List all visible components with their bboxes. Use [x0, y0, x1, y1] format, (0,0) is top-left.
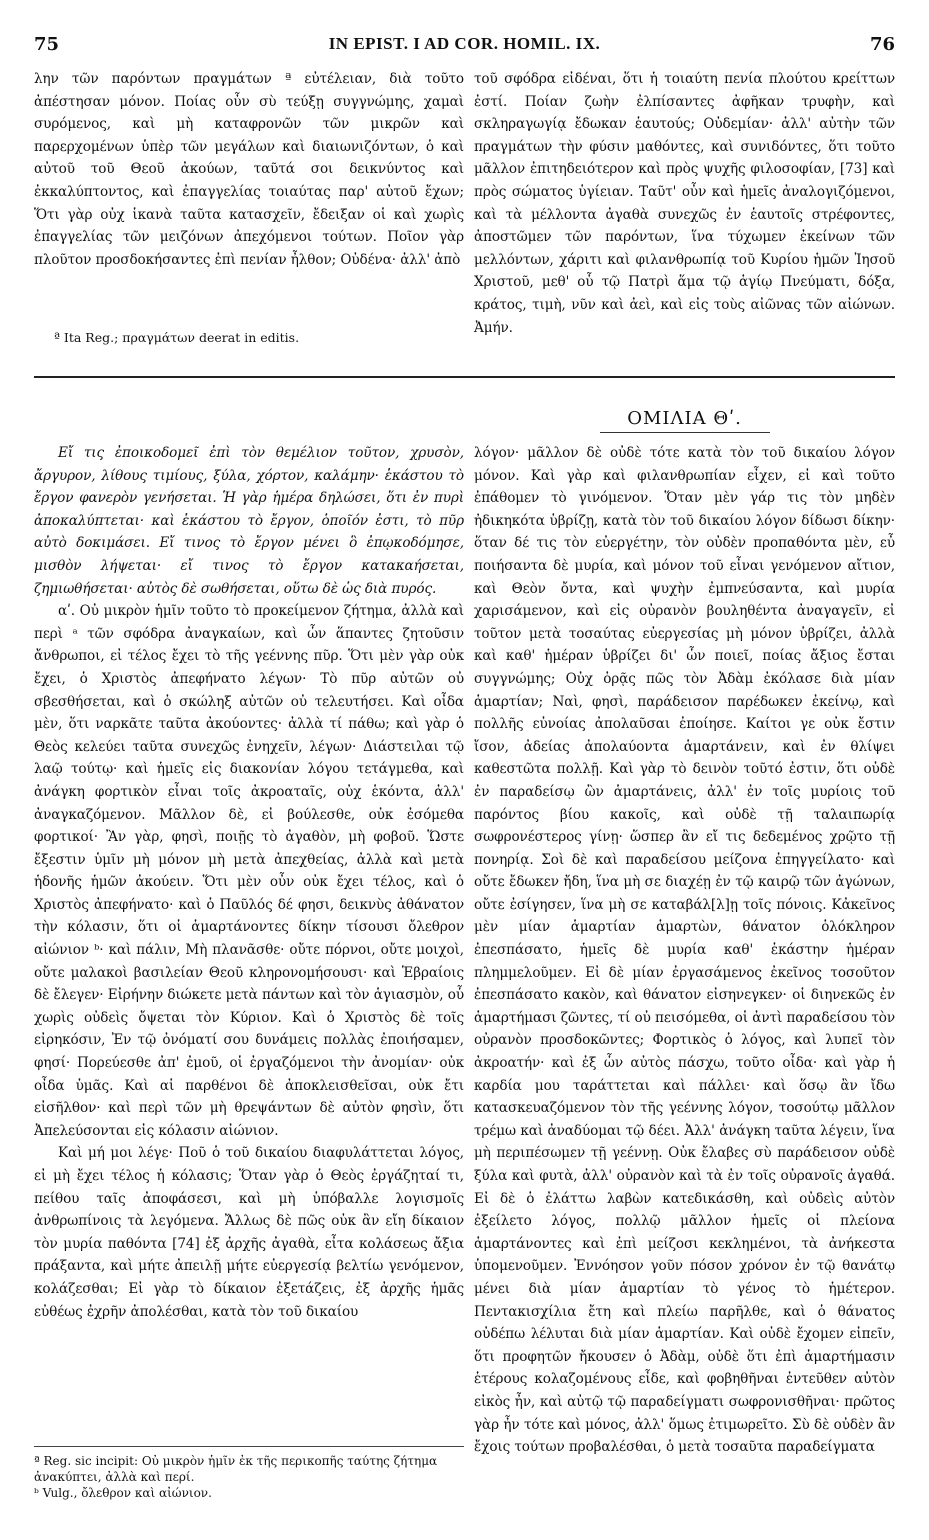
- running-title: IN EPIST. I AD COR. HOMIL. IX.: [328, 34, 601, 53]
- footnote-top-text: ª Ita Reg.; πραγμάτων deerat in editis.: [54, 330, 300, 345]
- footnote-b: ᵇ Vulg., ὄλεθρον καὶ αἰώνιον.: [34, 1486, 212, 1500]
- paragraph-alpha: αʹ. Οὐ μικρὸν ἡμῖν τοῦτο τὸ προκείμενον ζήτημα, ἀλλὰ καὶ περὶ ᵃ τῶν σφόδρα ἀναγκαίων, καὶ ὧν ἅπαντες ζητοῦσιν ἄνθρωποι, εἰ τέλος ἔχει τὸ τῆς γεέννης πῦρ. Ὅτι μὲν γὰρ οὐκ ἔχει, ὁ Χριστὸς ἀπεφήνατο λέγων· Τὸ πῦρ αὐτῶν οὐ σβεσθήσεται, καὶ ὁ σκώληξ αὐτῶν οὐ τελευτήσει. Καὶ οἶδα μὲν, ὅτι ναρκᾶτε ταῦτα ἀκούοντες· ἀλλὰ τί πάθω; καὶ γὰρ ὁ Θεὸς κελεύει ταῦτα συνεχῶς ἐνηχεῖν, λέγων· Διάστειλαι τῷ λαῷ τούτῳ· καὶ ἡμεῖς εἰς διακονίαν λόγου τετάγμεθα, καὶ ἀνάγκη φορτικὸν εἶναι τοῖς ἀκροαταῖς, οὐχ ἑκόντα, ἀλλ' ἀναγκαζόμενον. Μᾶλλον δὲ, εἰ βούλεσθε, οὐκ ἐσόμεθα φορτικοί· Ἂν γὰρ, φησὶ, ποιῇς τὸ ἀγαθὸν, μὴ φοβοῦ. Ὥστε ἔξεστιν ὑμῖν μὴ μόνον μὴ μετὰ ἀπεχθείας, ἀλλὰ καὶ μετὰ ἡδονῆς ἡμῶν ἀκούειν. Ὅτι μὲν οὖν οὐκ ἔχει τέλος, καὶ ὁ Χριστὸς ἀπεφήνατο· καὶ ὁ Παῦλός δέ φησι, δεικνὺς ἀθάνατον τὴν κόλασιν, ὅτι οἱ ἁμαρτάνοντες δίκην τίσουσι ὄλεθρον αἰώνιον ᵇ· καὶ πάλιν, Μὴ πλανᾶσθε· οὔτε πόρνοι, οὔτε μοιχοὶ, οὔτε μαλακοὶ βασιλείαν Θεοῦ κληρονομήσουσι· καὶ Ἑβραίοις δὲ ἔλεγεν· Εἰρήνην διώκετε μετὰ πάντων καὶ τὸν ἁγιασμὸν, οὗ χωρὶς οὐδεὶς ὄψεται τὸν Κύριον. Καὶ ὁ Χριστὸς δὲ τοῖς εἰρηκόσιν, Ἐν τῷ ὀνόματί σου δυνάμεις πολλὰς ἐποιήσαμεν, φησί· Πορεύεσθε ἀπ' ἐμοῦ, οἱ ἐργαζόμενοι τὴν ἀνομίαν· οὐκ οἶδα ὑμᾶς. Καὶ αἱ παρθένοι δὲ ἀποκλεισθεῖσαι, οὐκ ἔτι εἰσῆλθον· καὶ περὶ τῶν μὴ θρεψάντων δὲ αὐτὸν φησὶν, ὅτι Ἀπελεύσονται εἰς κόλασιν αἰώνιον.: [34, 603, 464, 1139]
- top-right-column: [474, 68, 895, 339]
- scripture-passage: Εἴ τις ἐποικοδομεῖ ἐπὶ τὸν θεμέλιον τοῦτον, χρυσὸν, ἄργυρον, λίθους τιμίους, ξύλα, χόρτον, καλάμην· ἑκάστου τὸ ἔργον φανερὸν γενήσεται. Ἡ γὰρ ἡμέρα δηλώσει, ὅτι ἐν πυρὶ ἀποκαλύπτεται· καὶ ἑκάστου τὸ ἔργον, ὁποῖόν ἐστι, τὸ πῦρ αὐτὸ δοκιμάσει. Εἴ τινος τὸ ἔργον μένει ὃ ἐπῳκοδόμησε, μισθὸν λήψεται· εἴ τινος τὸ ἔργον κατακαήσεται, ζημιωθήσεται· αὐτὸς δὲ σωθήσεται, οὕτω δὲ ὡς διὰ πυρός.: [34, 445, 464, 597]
- bottom-right-text: λόγον· μᾶλλον δὲ οὐδὲ τότε κατὰ τὸν τοῦ δικαίου λόγον μόνον. Καὶ γὰρ καὶ φιλανθρωπίαν εἶχεν, εἰ καὶ τοῦτο ἐπάθομεν τὸ γινόμενον. Ὅταν μὲν γάρ τις τὸν μηδὲν ἠδικηκότα ὑβρίζῃ, κατὰ τὸν τοῦ δικαίου λόγον δίδωσι δίκην· ὅταν δέ τις τὸν εὐεργέτην, τὸν οὐδὲν προπαθόντα μὲν, εὖ ποιήσαντα δὲ μυρία, καὶ μόνον τοῦ εἶναι γενόμενον αἴτιον, καὶ Θεὸν ὄντα, καὶ ψυχὴν ἐμπνεύσαντα, καὶ μυρία χαρισάμενον, καὶ εἰς οὐρανὸν βουληθέντα ἀναγαγεῖν, εἰ τοῦτον μετὰ τοσαύτας εὐεργεσίας μὴ μόνον ὑβρίζει, ἀλλὰ καὶ καθ' ἡμέραν ὑβρίζει δι' ὧν ποιεῖ, ποίας ἄξιος ἔσται συγγνώμης; Οὐχ ὁρᾷς πῶς τὸν Ἀδὰμ ἐκόλασε διὰ μίαν ἁμαρτίαν; Ναὶ, φησὶ, παράδεισον παρέδωκεν ἐκείνῳ, καὶ πολλῆς εὐνοίας ἀπολαῦσαι ἐποίησε. Καίτοι γε οὐκ ἔστιν ἴσον, ἀδείας ἀπολαύοντα ἁμαρτάνειν, καὶ ἐν θλίψει καθεστῶτα πολλῇ. Καὶ γὰρ τὸ δεινὸν τοῦτό ἐστιν, ὅτι οὐδὲ ἐν παραδείσῳ ὢν ἁμαρτάνεις, ἀλλ' ἐν τοῖς μυρίοις τοῦ παρόντος βίου κακοῖς, καὶ οὐδὲ τῇ ταλαιπωρίᾳ σωφρονέστερος γίνῃ· ὥσπερ ἂν εἴ τις δεδεμένος χρῷτο τῇ πονηρίᾳ. Σοὶ δὲ καὶ παραδείσου μείζονα ἐπηγγείλατο· καὶ οὔτε ἔδωκεν ἤδη, ἵνα μὴ σε διαχέῃ ἐν τῷ καιρῷ τῶν ἀγώνων, οὔτε ἐσίγησεν, ἵνα μὴ σε καταβάλ[λ]ῃ τοῖς πόνοις. Κἀκεῖνος μὲν μίαν ἁμαρτίαν ἁμαρτὼν, θάνατον ὁλόκληρον ἐπεσπάσατο, ἡμεῖς δὲ μυρία καθ' ἑκάστην ἡμέραν πλημμελοῦμεν. Εἰ δὲ μίαν ἐργασάμενος ἐκεῖνος τοσοῦτον ἐπεσπάσατο κακὸν, καὶ θάνατον εἰσηνεγκεν· οἱ διηνεκῶς ἐν ἁμαρτήμασι ζῶντες, τί οὐ πεισόμεθα, οἱ ἀντὶ παραδείσου τὸν οὐρανὸν προσδοκῶντες; Φορτικὸς ὁ λόγος, καὶ λυπεῖ τὸν ἀκροατήν· καὶ ἐξ ὧν αὐτὸς πάσχω, τοῦτο οἶδα· καὶ γὰρ ἡ καρδία μου ταράττεται καὶ πάλλει· καὶ ὅσῳ ἂν ἴδω κατασκευαζόμενον τὸν τῆς γεέννης λόγον, τοσούτῳ μᾶλλον τρέμω καὶ ἀναδύομαι τῷ δέει. Ἀλλ' ἀνάγκη ταῦτα λέγειν, ἵνα μὴ περιπέσωμεν τῇ γεέννῃ. Οὐκ ἔλαβες σὺ παράδεισον οὐδὲ ξύλα καὶ φυτὰ, ἀλλ' οὐρανὸν καὶ τὰ ἐν τοῖς οὐρανοῖς ἀγαθά. Εἰ δὲ ὁ ἐλάττω λαβὼν κατεδικάσθη, καὶ οὐδεὶς αὐτὸν ἐξείλετο λόγος, πολλῷ μᾶλλον ἡμεῖς οἱ πλείονα ἁμαρτάνοντες καὶ ἐπὶ μείζοσι κεκλημένοι, τὰ ἀνήκεστα ὑπομενοῦμεν. Ἐννόησον γοῦν πόσον χρόνον ἐν τῷ θανάτῳ μένει διὰ μίαν ἁμαρτίαν τὸ γένος τὸ ἡμέτερον. Πεντακισχίλια ἔτη καὶ πλείω παρῆλθε, καὶ ὁ θάνατος οὐδέπω λέλυται διὰ μίαν ἁμαρτίαν. Καὶ οὐδὲ ἔχομεν εἰπεῖν, ὅτι προφητῶν ἤκουσεν ὁ Ἀδὰμ, οὐδὲ ὅτι ἐπὶ ἁμαρτήμασιν ἑτέρους κολαζομένους εἶδε, καὶ φοβηθῆναι ἐντεῦθεν αὐτὸν εἰκὸς ἦν, καὶ αὐτῷ τῷ παραδείγματι σωφρονισθῆναι· πρῶτος γὰρ ἦν τότε καὶ μόνος, ἀλλ' ὅμως ἐτιμωρεῖτο. Σὺ δὲ οὐδὲν ἂν ἔχοις τούτων προβαλέσθαι, ὁ μετὰ τοσαῦτα παραδείγματα: [474, 445, 895, 1456]
- bottom-right-column: [474, 442, 895, 1459]
- page-number-left: 75: [34, 34, 60, 55]
- bottom-left-column: [34, 442, 464, 1323]
- footnote-top: [54, 330, 299, 346]
- top-left-text: λην τῶν παρόντων πραγμάτων ª εὐτέλειαν, διὰ τοῦτο ἀπέστησαν μόνον. Ποίας οὖν σὺ τεύξῃ συγγνώμης, χαμαὶ συρόμενος, καὶ μὴ καταφρονῶν τῶν μικρῶν καὶ παρερχομένων ὑπὲρ τῶν μεγάλων καὶ διαιωνιζόντων, ὁ καὶ αὐτοῦ τοῦ Θεοῦ ἀκούων, ταῦτά σοι δεικνύντος καὶ ἐκκαλύπτοντος, καὶ ἐπαγγελίας τοιαύτας παρ' αὐτοῦ ἔχων; Ὅτι γὰρ οὐχ ἱκανὰ ταῦτα κατασχεῖν, ἔδειξαν οἱ καὶ χωρὶς ἐπαγγελίας τῶν μειζόνων ἀπεχόμενοι τούτων. Ποῖον γὰρ πλοῦτον προσδοκήσαντες ἐπὶ πενίαν ἦλθον; Οὐδένα· ἀλλ' ἀπὸ: [34, 71, 464, 268]
- footnote-a: ª Reg. sic incipit: Οὐ μικρὸν ἡμῖν ἐκ τῆς περικοπῆς ταύτης ζήτημα ἀνακύπτει, ἀλλὰ καὶ περί.: [34, 1454, 438, 1484]
- footnotes-bottom: [34, 1446, 464, 1501]
- page-header: [34, 34, 895, 60]
- homily-title: ΟΜΙΛΙΑ Θʹ.: [627, 408, 742, 429]
- paragraph-second: Καὶ μή μοι λέγε· Ποῦ ὁ τοῦ δικαίου διαφυλάττεται λόγος, εἰ μὴ ἔχει τέλος ἡ κόλασις; Ὅταν γὰρ ὁ Θεὸς ἐργάζηταί τι, πείθου ταῖς ἀποφάσεσι, καὶ μὴ ὑπόβαλλε λογισμοῖς ἀνθρωπίνοις τὰ λεγόμενα. Ἄλλως δὲ πῶς οὐκ ἂν εἴη δίκαιον τὸν μυρία παθόντα [74] ἐξ ἀρχῆς ἀγαθὰ, εἶτα κολάσεως ἄξια πράξαντα, καὶ μήτε ἀπειλῇ μήτε εὐεργεσίᾳ βελτίω γενόμενον, κολάζεσθαι; Εἰ γὰρ τὸ δίκαιον ἐξετάζεις, ἐξ ἀρχῆς ἡμᾶς εὐθέως ἐχρῆν ἀπολέσθαι, κατὰ τὸν τοῦ δικαίου: [34, 1145, 464, 1320]
- top-right-text: τοῦ σφόδρα εἰδέναι, ὅτι ἡ τοιαύτη πενία πλούτου κρείττων ἐστί. Ποίαν ζωὴν ἐλπίσαντες ἀφῆκαν τρυφὴν, καὶ σκληραγωγίᾳ ἔδωκαν ἑαυτούς; Οὐδεμίαν· ἀλλ' αὐτὴν τῶν πραγμάτων τὴν φύσιν μαθόντες, καὶ συνιδόντες, ὅτι τοῦτο μᾶλλον ἐπιτηδειότερον καὶ πρὸς ψυχῆς φιλοσοφίαν, [73] καὶ πρὸς σώματος ὑγίειαν. Ταῦτ' οὖν καὶ ἡμεῖς ἀναλογιζόμενοι, καὶ τὰ μέλλοντα ἀγαθὰ συνεχῶς ἐν ἑαυτοῖς στρέφοντες, ἀποστῶμεν τῶν παρόντων, ἵνα τύχωμεν ἐκείνων τῶν μελλόντων, χάριτι καὶ φιλανθρωπίᾳ τοῦ Κυρίου ἡμῶν Ἰησοῦ Χριστοῦ, μεθ' οὗ τῷ Πατρὶ ἅμα τῷ ἁγίῳ Πνεύματι, δόξα, κράτος, τιμὴ, νῦν καὶ ἀεὶ, καὶ εἰς τοὺς αἰῶνας τῶν αἰώνων. Ἀμήν.: [474, 71, 895, 336]
- title-underline: [600, 432, 770, 433]
- top-left-column: [34, 68, 464, 271]
- section-divider: [34, 376, 895, 378]
- page-number-right: 76: [869, 34, 895, 55]
